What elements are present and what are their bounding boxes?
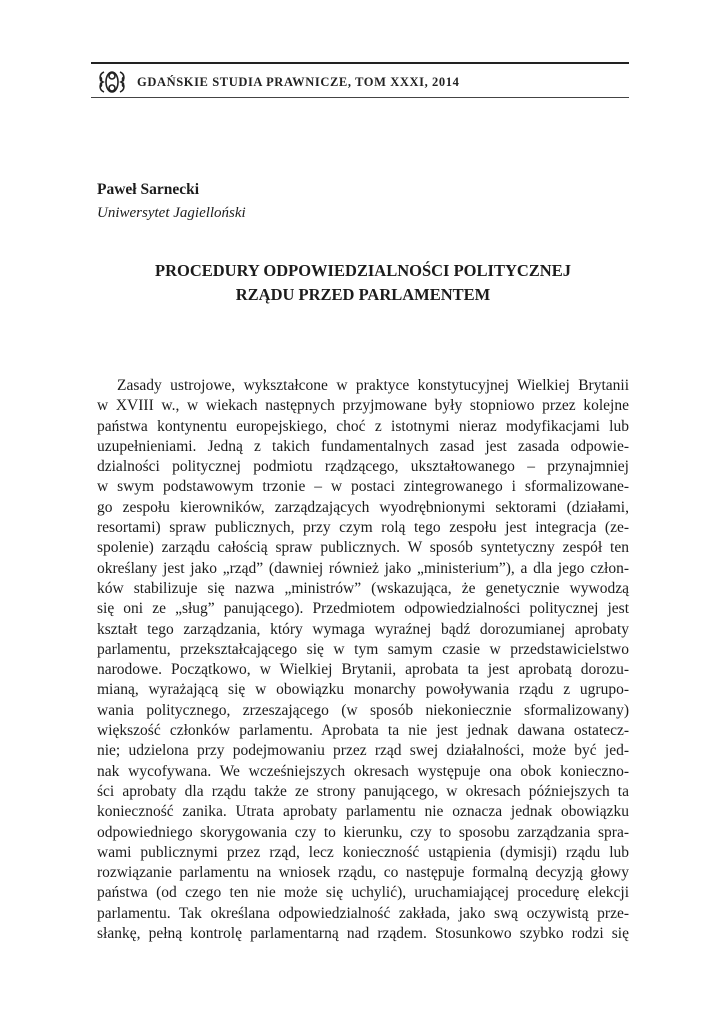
- body-line: wami publicznymi przez rząd, lecz konieczność ustąpienia (dymisji) rządu lub: [97, 843, 629, 861]
- body-line: Zasady ustrojowe, wykształcone w praktyce konstytucyjnej Wielkiej Brytanii: [117, 377, 629, 394]
- body-line: resortami) spraw publicznych, przy czym rolą tego zespołu jest integracja (ze-: [97, 519, 629, 537]
- article-title-line: RZĄDU PRZED PARLAMENTEM: [235, 285, 491, 304]
- article-title-line: PROCEDURY ODPOWIEDZIALNOŚCI POLITYCZNEJ: [155, 261, 571, 280]
- body-line: nak wycofywana. We wcześniejszych okresach występuje ona obok konieczno-: [97, 762, 629, 780]
- body-line: narodowe. Początkowo, w Wielkiej Brytanii, aprobata ta jest aprobatą dorozu-: [97, 661, 629, 679]
- article-body: [97, 376, 629, 944]
- body-line: w XVIII w., w wiekach następnych przyjmowane były stopniowo przez kolejne: [97, 397, 629, 415]
- article-title: [97, 259, 629, 307]
- author-name: Paweł Sarnecki: [97, 181, 200, 198]
- body-line: konieczność zanika. Utrata aprobaty parlamentu nie oznacza jednak obowiązku: [97, 803, 629, 821]
- body-line: uzupełnieniami. Jedną z takich fundamentalnych zasad jest zasada odpowie-: [97, 437, 629, 455]
- body-line: odpowiedniego skorygowania czy to kierunku, czy to sposobu zarządzania spra-: [97, 823, 629, 841]
- body-line: ków stabilizuje się nazwa „ministrów” (wskazująca, że genetycznie wywodzą: [97, 579, 629, 597]
- body-line: w swym podstawowym trzonie – w postaci zintegrowanego i sformalizowane-: [97, 478, 629, 496]
- author-affiliation: Uniwersytet Jagielloński: [97, 205, 246, 221]
- ornamental-seal-icon: [97, 68, 127, 96]
- journal-title: GDAŃSKIE STUDIA PRAWNICZE, TOM XXXI, 2014: [137, 74, 460, 89]
- body-line: mianą, wyrażającą się w obowiązku monarchy powoływania rządu z ugrupo-: [97, 681, 629, 699]
- body-line: słankę, pełną kontrolę parlamentarną nad rządem. Stosunkowo szybko rodzi się: [97, 925, 629, 943]
- body-line: ści aprobaty dla rządu także ze strony panującego, w okresach późniejszych ta: [97, 782, 629, 800]
- body-line: państwa kontynentu europejskiego, choć z istotnymi nieraz modyfikacjami lub: [97, 417, 629, 435]
- header-top-rule: [91, 62, 629, 64]
- body-line: rozwiązanie parlamentu na wniosek rządu, co następuje formalną decyzją głowy: [97, 864, 629, 882]
- body-line: parlamentu. Tak określana odpowiedzialność zakłada, jako swą oczywistą prze-: [97, 904, 629, 922]
- body-line: wania politycznego, zrzeszającego (w sposób niekoniecznie sformalizowany): [97, 701, 629, 719]
- body-line: nie; udzielona przy podejmowaniu przez rząd swej działalności, może być jed-: [97, 742, 629, 760]
- body-line: się oni ze „sług” panującego). Przedmiotem odpowiedzialności politycznej jest: [97, 600, 629, 618]
- body-line: określany jest jako „rząd” (dawniej również jako „ministerium”), a dla jego człon-: [97, 559, 629, 577]
- body-line: większość członków parlamentu. Aprobata ta nie jest jednak dawana ostatecz-: [97, 722, 629, 740]
- body-line: dzialności politycznej podmiotu rządzącego, ukształtowanego – przynajmniej: [97, 458, 629, 476]
- body-line: spolenie) zarządu całością spraw publicznych. W sposób syntetyczny zespół ten: [97, 539, 629, 557]
- body-line: państwa (od czego ten nie może się uchylić), uruchamiającej procedurę elekcji: [97, 884, 629, 902]
- body-line: parlamentu, przekształcającego się w tym samym czasie w przedstawicielstwo: [97, 640, 629, 658]
- running-header: [97, 68, 459, 96]
- body-line: kształt tego zarządzania, który wymaga wyraźnej bądź dorozumianej aprobaty: [97, 620, 629, 638]
- header-bottom-rule: [91, 97, 629, 98]
- body-line: go zespołu kierowników, zarządzających wyodrębnionymi sektorami (działami,: [97, 498, 629, 516]
